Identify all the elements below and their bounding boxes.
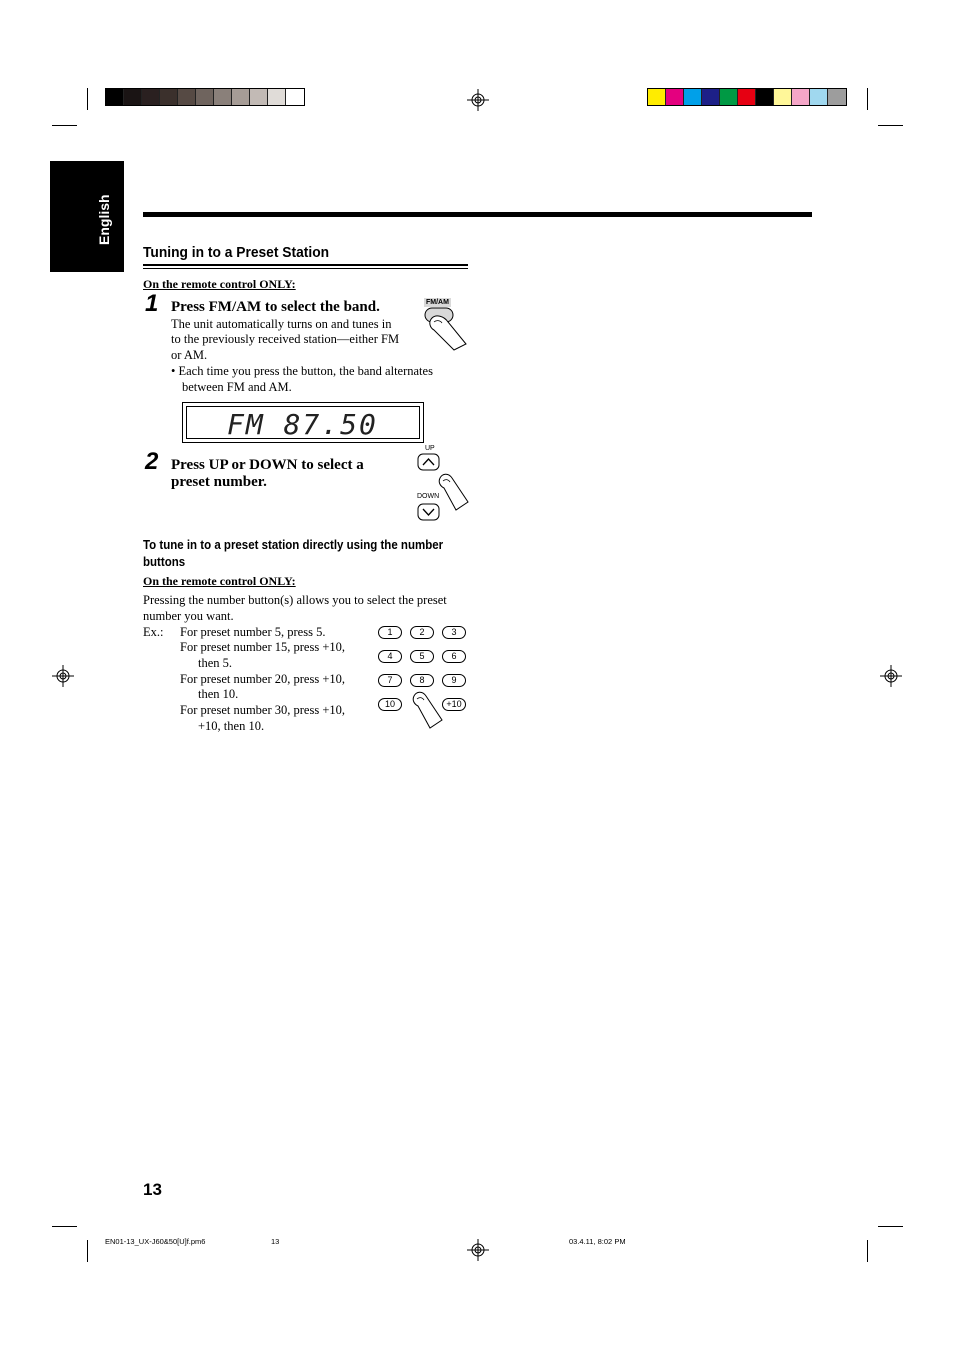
title-rule: [143, 268, 468, 269]
number-key-9: 9: [442, 674, 466, 687]
number-key-3: 3: [442, 626, 466, 639]
number-key-2: 2: [410, 626, 434, 639]
intro-text: Pressing the number button(s) allows you to select the preset: [143, 593, 447, 607]
registration-target-icon: [52, 665, 74, 687]
step-body: to the previously received station—either FM: [171, 332, 400, 346]
calibration-swatch: [810, 89, 828, 105]
step-body: The unit automatically turns on and tunes in: [171, 317, 392, 331]
finger-pressing-icon: [436, 472, 470, 512]
calibration-swatch: [792, 89, 810, 105]
bullet-text: • Each time you press the button, the band alternates: [171, 364, 433, 378]
up-label: UP: [425, 445, 435, 452]
calibration-swatch: [828, 89, 846, 105]
title-rule: [143, 264, 468, 266]
crop-mark: [52, 1226, 77, 1227]
footer-timestamp: 03.4.11, 8:02 PM: [569, 1237, 626, 1246]
up-button-icon: [417, 453, 441, 471]
down-label: DOWN: [417, 493, 440, 500]
finger-pressing-icon: [410, 690, 444, 730]
registration-target-icon: [880, 665, 902, 687]
calibration-swatch: [720, 89, 738, 105]
calibration-swatch: [214, 89, 232, 105]
crop-mark: [878, 125, 903, 126]
calibration-swatch: [142, 89, 160, 105]
calibration-swatch: [756, 89, 774, 105]
registration-target-icon: [467, 1239, 489, 1261]
top-rule: [143, 212, 812, 217]
example-text: For preset number 20, press +10,: [180, 672, 346, 686]
example-text: For preset number 5, press 5.: [180, 625, 326, 639]
page-number: 13: [143, 1180, 162, 1199]
example-text: then 10.: [198, 687, 239, 701]
color-calibration-bar: [647, 88, 847, 106]
calibration-swatch: [196, 89, 214, 105]
calibration-swatch: [268, 89, 286, 105]
calibration-swatch: [160, 89, 178, 105]
example-text: then 5.: [198, 656, 233, 670]
calibration-swatch: [124, 89, 142, 105]
crop-mark: [87, 1240, 88, 1262]
calibration-swatch: [738, 89, 756, 105]
language-tab-label: English: [96, 194, 112, 246]
grayscale-calibration-bar: [105, 88, 305, 106]
remote-note: On the remote control ONLY:: [143, 574, 296, 588]
plus-ten-key: +10: [442, 698, 466, 711]
step-heading: Press FM/AM to select the band.: [171, 299, 380, 315]
section-title: Tuning in to a Preset Station: [143, 244, 330, 261]
number-key-1: 1: [378, 626, 402, 639]
step-number: 2: [145, 448, 159, 475]
subsection-title: To tune in to a preset station directly using the number: [143, 538, 444, 552]
example-text: +10, then 10.: [198, 719, 265, 733]
number-key-7: 7: [378, 674, 402, 687]
registration-target-icon: [467, 89, 489, 111]
example-label: Ex.:: [143, 625, 164, 639]
step-number: 1: [145, 290, 159, 317]
remote-note: On the remote control ONLY:: [143, 277, 296, 291]
number-key-10: 10: [378, 698, 402, 711]
number-key-4: 4: [378, 650, 402, 663]
fm-am-button-label: FM/AM: [426, 299, 449, 306]
calibration-swatch: [702, 89, 720, 105]
crop-mark: [867, 88, 868, 110]
crop-mark: [87, 88, 88, 110]
example-text: For preset number 30, press +10,: [180, 703, 346, 717]
calibration-swatch: [178, 89, 196, 105]
display-readout: FM 87.50: [227, 408, 378, 441]
display-panel: [182, 402, 424, 443]
intro-text: number you want.: [143, 609, 234, 623]
calibration-swatch: [666, 89, 684, 105]
number-key-5: 5: [410, 650, 434, 663]
calibration-swatch: [250, 89, 268, 105]
footer-page: 13: [271, 1237, 280, 1246]
crop-mark: [867, 1240, 868, 1262]
step-heading: Press UP or DOWN to select a: [171, 457, 364, 473]
calibration-swatch: [684, 89, 702, 105]
calibration-swatch: [106, 89, 124, 105]
calibration-swatch: [232, 89, 250, 105]
example-text: For preset number 15, press +10,: [180, 640, 346, 654]
calibration-swatch: [286, 89, 304, 105]
footer-filename: EN01-13_UX-J60&50[U]f.pm6: [105, 1237, 206, 1246]
step-body: or AM.: [171, 348, 208, 362]
number-key-8: 8: [410, 674, 434, 687]
number-key-6: 6: [442, 650, 466, 663]
calibration-swatch: [774, 89, 792, 105]
crop-mark: [878, 1226, 903, 1227]
subsection-title: buttons: [143, 555, 186, 569]
calibration-swatch: [648, 89, 666, 105]
crop-mark: [52, 125, 77, 126]
finger-pressing-icon: [420, 304, 470, 354]
step-heading: preset number.: [171, 474, 267, 490]
bullet-text: between FM and AM.: [182, 380, 292, 394]
